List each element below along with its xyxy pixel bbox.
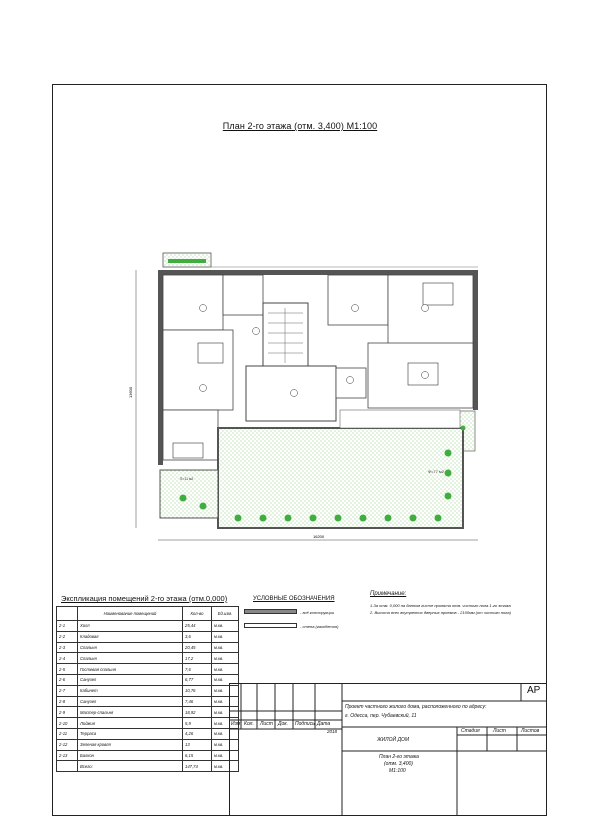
cell: 20,45: [183, 642, 212, 653]
cell: Балкон: [78, 750, 183, 761]
cell: м.кв.: [212, 750, 239, 761]
room-2-6: [163, 275, 223, 330]
cell: Зеленая кровля: [78, 739, 183, 750]
dim-width: 16200: [313, 534, 325, 539]
legend-swatch-aerated: [244, 623, 297, 628]
listov-label: Листов: [521, 728, 540, 734]
cell: м.кв.: [212, 621, 239, 632]
note-1: 1.За отм. 0,000 на данном листе принята отм. чистого пола 1-го этажа: [370, 603, 511, 608]
loggia-area-label: S=11 м2: [180, 477, 194, 481]
cell: 7,46: [183, 696, 212, 707]
year: 2018: [327, 729, 338, 734]
cell: 2-2: [57, 631, 78, 642]
room-2-8: [328, 275, 388, 325]
cell: 13: [183, 739, 212, 750]
cell: Гостевая спальня: [78, 664, 183, 675]
planter: [168, 259, 206, 263]
project-desc: Проект частного жилого дома, расположенного по адресу:: [345, 704, 487, 710]
cell: м.кв.: [212, 696, 239, 707]
cell: м.кв.: [212, 664, 239, 675]
legend-swatch-concrete: [244, 609, 297, 614]
col-header: Ед.изм.: [212, 607, 239, 621]
sheet-name-1: План 2-го этажа: [379, 754, 419, 760]
table-row: [57, 739, 239, 750]
cell: 3,6: [183, 631, 212, 642]
cell: Кладовая: [78, 631, 183, 642]
table-row: [57, 653, 239, 664]
cell: 2-10: [57, 718, 78, 729]
bed: [198, 343, 223, 363]
cell: 2-4: [57, 653, 78, 664]
cell: 10,76: [183, 685, 212, 696]
terrace-deck: [340, 410, 460, 428]
table-row: [57, 761, 239, 772]
table-row: [57, 674, 239, 685]
floor-plan: [128, 248, 493, 548]
col-header: Наименование помещений: [78, 607, 183, 621]
cell: Всего:: [78, 761, 183, 772]
col-izm: Изм.: [231, 721, 242, 727]
wall: [158, 270, 478, 275]
cell: 4,26: [183, 728, 212, 739]
bed: [423, 283, 453, 305]
cell: 18,92: [183, 707, 212, 718]
cell: Спальня: [78, 642, 183, 653]
col-dok: Док.: [278, 721, 289, 727]
room-2-2: [223, 275, 263, 315]
legend-title: УСЛОВНЫЕ ОБОЗНАЧЕНИЯ: [253, 596, 335, 602]
explication-table: [56, 606, 239, 772]
col-list: Лист: [260, 721, 273, 727]
note-2: 2. Высота всех внутренних дверных проемов - 2100мм (от чистого пола): [370, 610, 511, 615]
cell: Мастер-спальня: [78, 707, 183, 718]
cell: 2-9: [57, 707, 78, 718]
cell: м.кв.: [212, 718, 239, 729]
doc-code: АР: [527, 685, 541, 696]
cell: 6,77: [183, 674, 212, 685]
explication-title: Экспликация помещений 2-го этажа (отм.0,000): [61, 594, 228, 603]
cell: м.кв.: [212, 631, 239, 642]
cell: Санузел: [78, 696, 183, 707]
col-podp: Подпись: [295, 721, 315, 727]
table-row: [57, 750, 239, 761]
terrace-area-label: Ф=77 м2: [428, 469, 444, 474]
cell: 2-13: [57, 750, 78, 761]
cell: 2-1: [57, 621, 78, 632]
col-kol: Кол.: [244, 721, 254, 727]
cell: м.кв.: [212, 653, 239, 664]
wall: [473, 270, 478, 410]
green-roof-terrace: [218, 428, 463, 528]
table-row: [57, 685, 239, 696]
table-row: [57, 718, 239, 729]
wall: [158, 270, 163, 465]
cell: 7,6: [183, 664, 212, 675]
sheet-name-2: (отм. 3,400): [384, 761, 413, 767]
cell: Кабинет: [78, 685, 183, 696]
dim-height: 13600: [128, 386, 133, 398]
col-header: [57, 607, 78, 621]
list-label: Лист: [493, 728, 506, 734]
table-header-row: [57, 607, 239, 621]
sheet-title: План 2-го этажа (отм. 3,400) М1:100: [222, 121, 378, 131]
cell: Холл: [78, 621, 183, 632]
table-row: [57, 707, 239, 718]
sheet-name-3: М1:100: [389, 768, 406, 774]
cell: 2-11: [57, 728, 78, 739]
cell: 2-7: [57, 685, 78, 696]
table-row: [57, 631, 239, 642]
cell: 2-12: [57, 739, 78, 750]
cell: м.кв.: [212, 761, 239, 772]
cell: 147,74: [183, 761, 212, 772]
cell: м.кв.: [212, 728, 239, 739]
cell: 6,15: [183, 750, 212, 761]
building-name: ЖИЛОЙ ДОМ: [377, 737, 410, 743]
col-date: Дата: [317, 721, 331, 727]
table-row: [57, 642, 239, 653]
title-block-text: [229, 683, 547, 816]
cell: 2-8: [57, 696, 78, 707]
project-address: г. Одесса, пер. Чубаевский, 11: [345, 713, 417, 719]
table-row: [57, 728, 239, 739]
cell: Терраса: [78, 728, 183, 739]
cell: 2-5: [57, 664, 78, 675]
cell: Лоджия: [78, 718, 183, 729]
cell: м.кв.: [212, 739, 239, 750]
cell: м.кв.: [212, 674, 239, 685]
cell: 5,9: [183, 718, 212, 729]
cell: м.кв.: [212, 685, 239, 696]
notes-title: Примечание:: [370, 591, 407, 597]
cell: 17,2: [183, 653, 212, 664]
cell: 2-6: [57, 674, 78, 685]
cell: Санузел: [78, 674, 183, 685]
stadia-label: Стадия: [461, 728, 480, 734]
cell: 25,44: [183, 621, 212, 632]
cell: Спальня: [78, 653, 183, 664]
table-row: [57, 621, 239, 632]
cell: 2-3: [57, 642, 78, 653]
col-header: Кол-во: [183, 607, 212, 621]
legend-item-2: - стена (газобетон): [300, 624, 339, 629]
table-row: [57, 696, 239, 707]
room-2-3: [163, 330, 233, 410]
cell: м.кв.: [212, 642, 239, 653]
cell: м.кв.: [212, 707, 239, 718]
table-row: [57, 664, 239, 675]
legend-item-1: - всё конструкции: [300, 610, 335, 615]
cell: [57, 761, 78, 772]
